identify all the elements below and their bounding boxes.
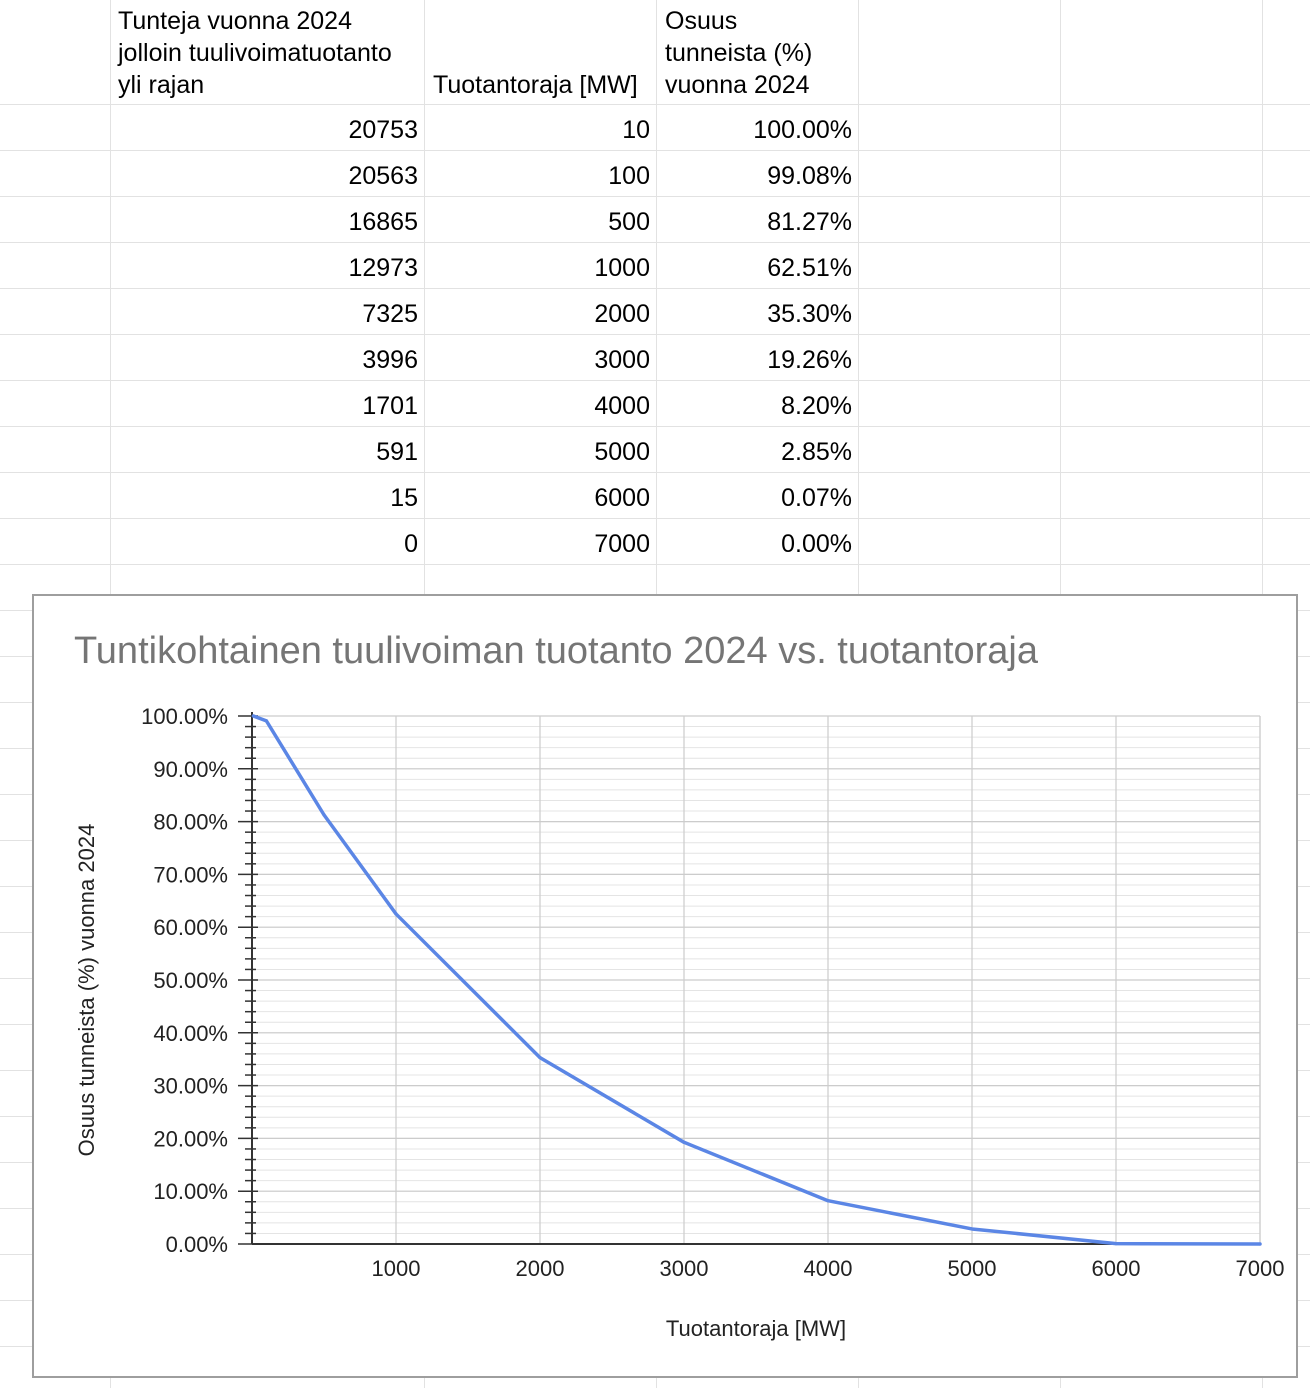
line-chart[interactable]: [32, 594, 1298, 1378]
y-tick-label: 50.00%: [153, 968, 228, 993]
data-point: [682, 1141, 685, 1144]
cell-hours[interactable]: 12973: [348, 254, 418, 282]
cell-share[interactable]: 8.20%: [781, 392, 852, 420]
y-tick-label: 30.00%: [153, 1073, 228, 1099]
y-tick-label: 0.00%: [165, 1232, 228, 1257]
cell-threshold[interactable]: 100: [608, 162, 650, 190]
chart-canvas: [34, 596, 1296, 1376]
row-gridline: [0, 380, 1310, 381]
header-line: Tuotantoraja [MW]: [433, 71, 638, 99]
cell-hours[interactable]: 7325: [362, 300, 418, 328]
data-point: [1114, 1242, 1117, 1245]
header-line: yli rajan: [118, 71, 205, 99]
y-tick-label: 90.00%: [153, 756, 228, 782]
row-gridline: [0, 104, 1310, 105]
header-line: Osuus: [665, 7, 738, 35]
cell-hours[interactable]: 16865: [348, 208, 418, 236]
y-tick-label: 40.00%: [153, 1020, 228, 1046]
x-tick-label: 7000: [1235, 1256, 1285, 1281]
cell-threshold[interactable]: 1000: [594, 254, 650, 282]
cell-share[interactable]: 0.00%: [781, 530, 852, 558]
cell-hours[interactable]: 15: [390, 484, 418, 512]
y-axis-title: Osuus tunneista (%) vuonna 2024: [74, 823, 99, 1157]
y-tick-label: 80.00%: [153, 809, 228, 835]
cell-hours[interactable]: 591: [376, 438, 418, 466]
cell-share[interactable]: 2.85%: [781, 438, 852, 466]
data-point: [538, 1056, 541, 1059]
cell-hours[interactable]: 20563: [348, 162, 418, 190]
x-axis-title: Tuotantoraja [MW]: [665, 1316, 847, 1341]
cell-hours[interactable]: 1701: [362, 392, 418, 420]
cell-share[interactable]: 62.51%: [767, 254, 852, 282]
cell-share[interactable]: 100.00%: [753, 116, 852, 144]
data-point: [826, 1199, 829, 1202]
header-line: Tunteja vuonna 2024: [118, 7, 352, 35]
header-line: vuonna 2024: [665, 71, 810, 99]
cell-share[interactable]: 19.26%: [767, 346, 852, 374]
header-line: jolloin tuulivoimatuotanto: [118, 39, 392, 67]
y-tick-label: 60.00%: [153, 915, 228, 941]
header-cell-hours[interactable]: [118, 5, 392, 101]
cell-threshold[interactable]: 6000: [594, 484, 650, 512]
data-point: [394, 912, 397, 915]
cell-threshold[interactable]: 3000: [594, 346, 650, 374]
cell-threshold[interactable]: 500: [608, 208, 650, 236]
cell-threshold[interactable]: 10: [622, 116, 650, 144]
row-gridline: [0, 150, 1310, 151]
x-tick-label: 5000: [947, 1256, 997, 1281]
row-gridline: [0, 288, 1310, 289]
row-gridline: [0, 426, 1310, 427]
y-tick-label: 100.00%: [141, 704, 228, 729]
y-tick-label: 70.00%: [153, 862, 228, 888]
header-cell-share[interactable]: [665, 5, 812, 101]
cell-share[interactable]: 35.30%: [767, 300, 852, 328]
cell-share[interactable]: 81.27%: [767, 208, 852, 236]
row-gridline: [0, 564, 1310, 565]
cell-share[interactable]: 0.07%: [781, 484, 852, 512]
data-point: [1258, 1242, 1261, 1245]
data-point: [322, 813, 325, 816]
header-line: tunneista (%): [665, 39, 813, 67]
x-tick-label: 1000: [371, 1256, 421, 1281]
cell-threshold[interactable]: 7000: [594, 530, 650, 558]
row-gridline: [0, 472, 1310, 473]
cell-share[interactable]: 99.08%: [767, 162, 852, 190]
cell-hours[interactable]: 3996: [362, 346, 418, 374]
row-gridline: [0, 518, 1310, 519]
chart-title: Tuntikohtainen tuulivoiman tuotanto 2024 vs. tuotantoraja: [74, 630, 1039, 672]
y-tick-label: 10.00%: [153, 1179, 228, 1205]
cell-hours[interactable]: 20753: [348, 116, 418, 144]
data-point: [970, 1227, 973, 1230]
x-tick-label: 6000: [1091, 1256, 1141, 1281]
x-tick-label: 3000: [659, 1256, 709, 1281]
row-gridline: [0, 242, 1310, 243]
x-tick-label: 2000: [515, 1256, 565, 1281]
data-point: [265, 719, 268, 722]
cell-threshold[interactable]: 2000: [594, 300, 650, 328]
row-gridline: [0, 334, 1310, 335]
cell-hours[interactable]: 0: [404, 530, 418, 558]
y-tick-label: 20.00%: [153, 1126, 228, 1152]
row-gridline: [0, 196, 1310, 197]
header-cell-threshold[interactable]: [433, 69, 638, 101]
x-tick-label: 4000: [803, 1256, 853, 1281]
cell-threshold[interactable]: 4000: [594, 392, 650, 420]
cell-threshold[interactable]: 5000: [594, 438, 650, 466]
data-point: [252, 714, 255, 717]
